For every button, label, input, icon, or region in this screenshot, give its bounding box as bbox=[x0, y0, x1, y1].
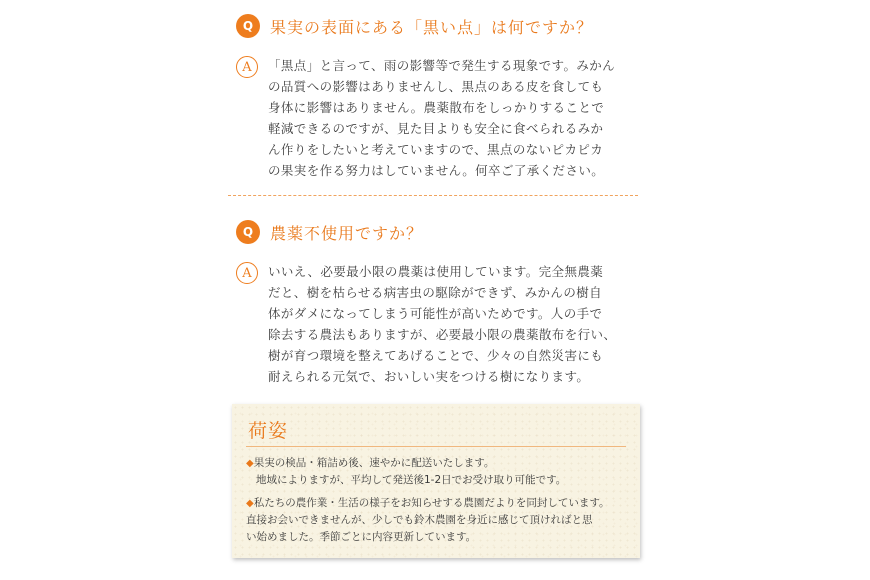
answer-line: 身体に影響はありません。農薬散布をしっかりすることで bbox=[268, 100, 605, 115]
package-item-text: 直接お会いできませんが、少しでも鈴木農園を身近に感じて頂ければと思 bbox=[246, 514, 593, 526]
package-item bbox=[246, 455, 610, 489]
faq-answer-1 bbox=[228, 56, 638, 181]
answer-line: だと、樹を枯らせる病害虫の駆除ができず、みかんの樹自 bbox=[268, 285, 603, 300]
question-badge: Q bbox=[236, 14, 260, 38]
dashed-divider bbox=[228, 195, 638, 196]
question-text: 果実の表面にある「黒い点」は何ですか？ bbox=[270, 17, 594, 37]
answer-badge: A bbox=[236, 262, 258, 284]
package-info-box bbox=[232, 404, 640, 558]
answer-line: 樹が育つ環境を整えてあげることで、少々の自然災害にも bbox=[268, 348, 604, 363]
answer-line: の果実を作る努力はしていません。何卒ご了承ください。 bbox=[268, 163, 605, 178]
answer-line: 体がダメになってしまう可能性が高いためです。人の手で bbox=[268, 306, 603, 321]
package-item-text: 果実の検品・箱詰め後、速やかに配送いたします。 bbox=[253, 457, 495, 469]
package-item bbox=[246, 495, 610, 546]
answer-line: の品質への影響はありませんし、黒点のある皮を食しても bbox=[268, 79, 604, 94]
diamond-bullet-icon: ◆ bbox=[246, 498, 254, 509]
answer-text bbox=[268, 55, 615, 181]
answer-text bbox=[268, 261, 616, 387]
faq-question-1 bbox=[228, 12, 638, 40]
diamond-bullet-icon: ◆ bbox=[246, 458, 254, 469]
package-item-text: い始めました。季節ごとに内容更新しています。 bbox=[246, 531, 477, 543]
faq-section bbox=[228, 12, 638, 387]
question-text: 農薬不使用ですか？ bbox=[270, 223, 424, 243]
package-item-text: 私たちの農作業・生活の様子をお知らせする農園だよりを同封しています。 bbox=[253, 497, 610, 509]
package-item-text: 地域によりますが、平均して発送後1-2日でお受け取り可能です。 bbox=[256, 474, 567, 486]
package-title: 荷姿 bbox=[248, 420, 289, 442]
answer-line: いいえ、必要最小限の農薬は使用しています。完全無農薬 bbox=[268, 264, 604, 279]
answer-line: ん作りをしたいと考えていますので、黒点のないピカピカ bbox=[268, 142, 604, 157]
answer-badge: A bbox=[236, 56, 258, 78]
answer-line: 「黒点」と言って、雨の影響等で発生する現象です。みかん bbox=[268, 58, 616, 73]
answer-line: 軽減できるのですが、見た目よりも安全に食べられるみか bbox=[268, 121, 604, 136]
faq-question-2 bbox=[228, 218, 638, 246]
faq-answer-2 bbox=[228, 262, 638, 387]
answer-line: 耐えられる元気で、おいしい実をつける樹になります。 bbox=[268, 369, 590, 384]
answer-line: 除去する農法もありますが、必要最小限の農薬散布を行い、 bbox=[268, 327, 617, 342]
title-underline bbox=[246, 446, 626, 447]
package-body bbox=[246, 455, 610, 552]
question-badge: Q bbox=[236, 220, 260, 244]
